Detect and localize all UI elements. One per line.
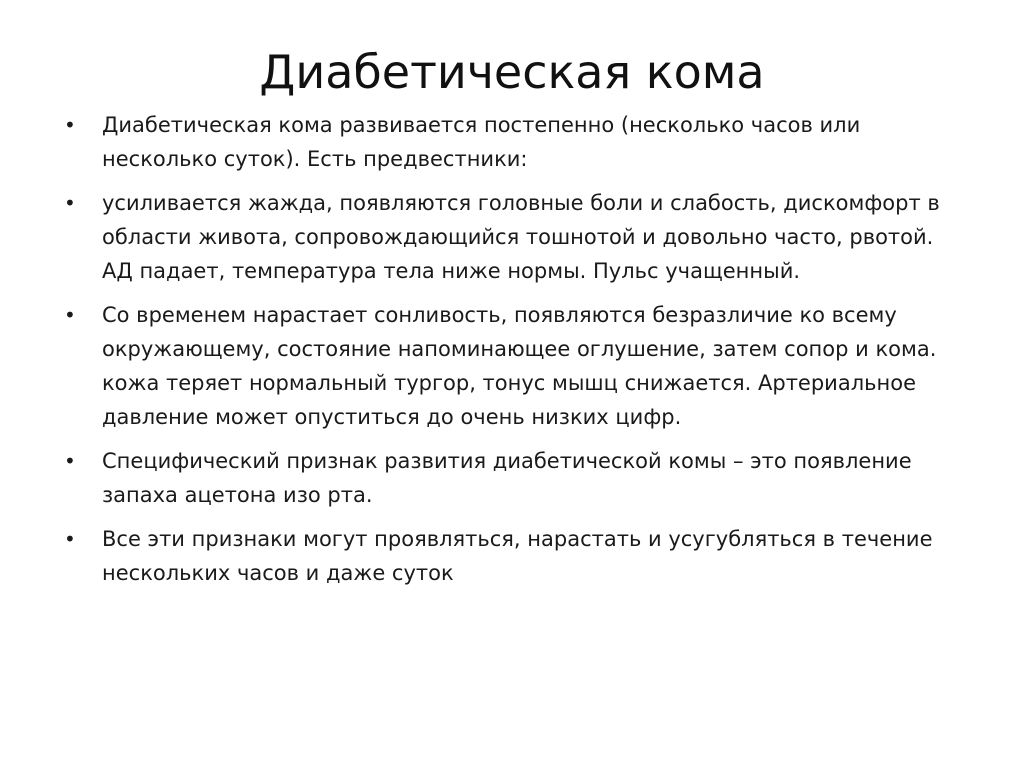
bullet-item <box>60 444 960 512</box>
bullet-dot-icon: • <box>64 303 76 327</box>
bullet-item <box>60 186 960 288</box>
bullet-text: Все эти признаки могут проявляться, нарастать и усугубляться в течение нескольких часов и даже суток <box>102 527 933 585</box>
bullet-text: усиливается жажда, появляются головные боли и слабость, дискомфорт в области живота, сопровождающийся тошнотой и довольно часто, рвотой. АД падает, температура тела ниже нормы. Пульс учащенный. <box>102 191 940 283</box>
bullet-text: Специфический признак развития диабетической комы – это появление запаха ацетона изо рта. <box>102 449 912 507</box>
bullet-dot-icon: • <box>64 113 76 137</box>
bullet-dot-icon: • <box>64 449 76 473</box>
slide-title: Диабетическая кома <box>259 45 765 99</box>
bullet-dot-icon: • <box>64 527 76 551</box>
bullet-item <box>60 298 960 434</box>
bullet-item <box>60 108 960 176</box>
bullet-dot-icon: • <box>64 191 76 215</box>
bullet-text: Диабетическая кома развивается постепенно (несколько часов или несколько суток). Есть предвестники: <box>102 113 861 171</box>
bullet-item <box>60 522 960 590</box>
bullet-text: Со временем нарастает сонливость, появляются безразличие ко всему окружающему, состояние напоминающее оглушение, затем сопор и кома. кожа теряет нормальный тургор, тонус мышц снижается. Артериальное давление может опуститься до очень низких цифр. <box>102 303 937 429</box>
bullet-list <box>60 108 960 600</box>
